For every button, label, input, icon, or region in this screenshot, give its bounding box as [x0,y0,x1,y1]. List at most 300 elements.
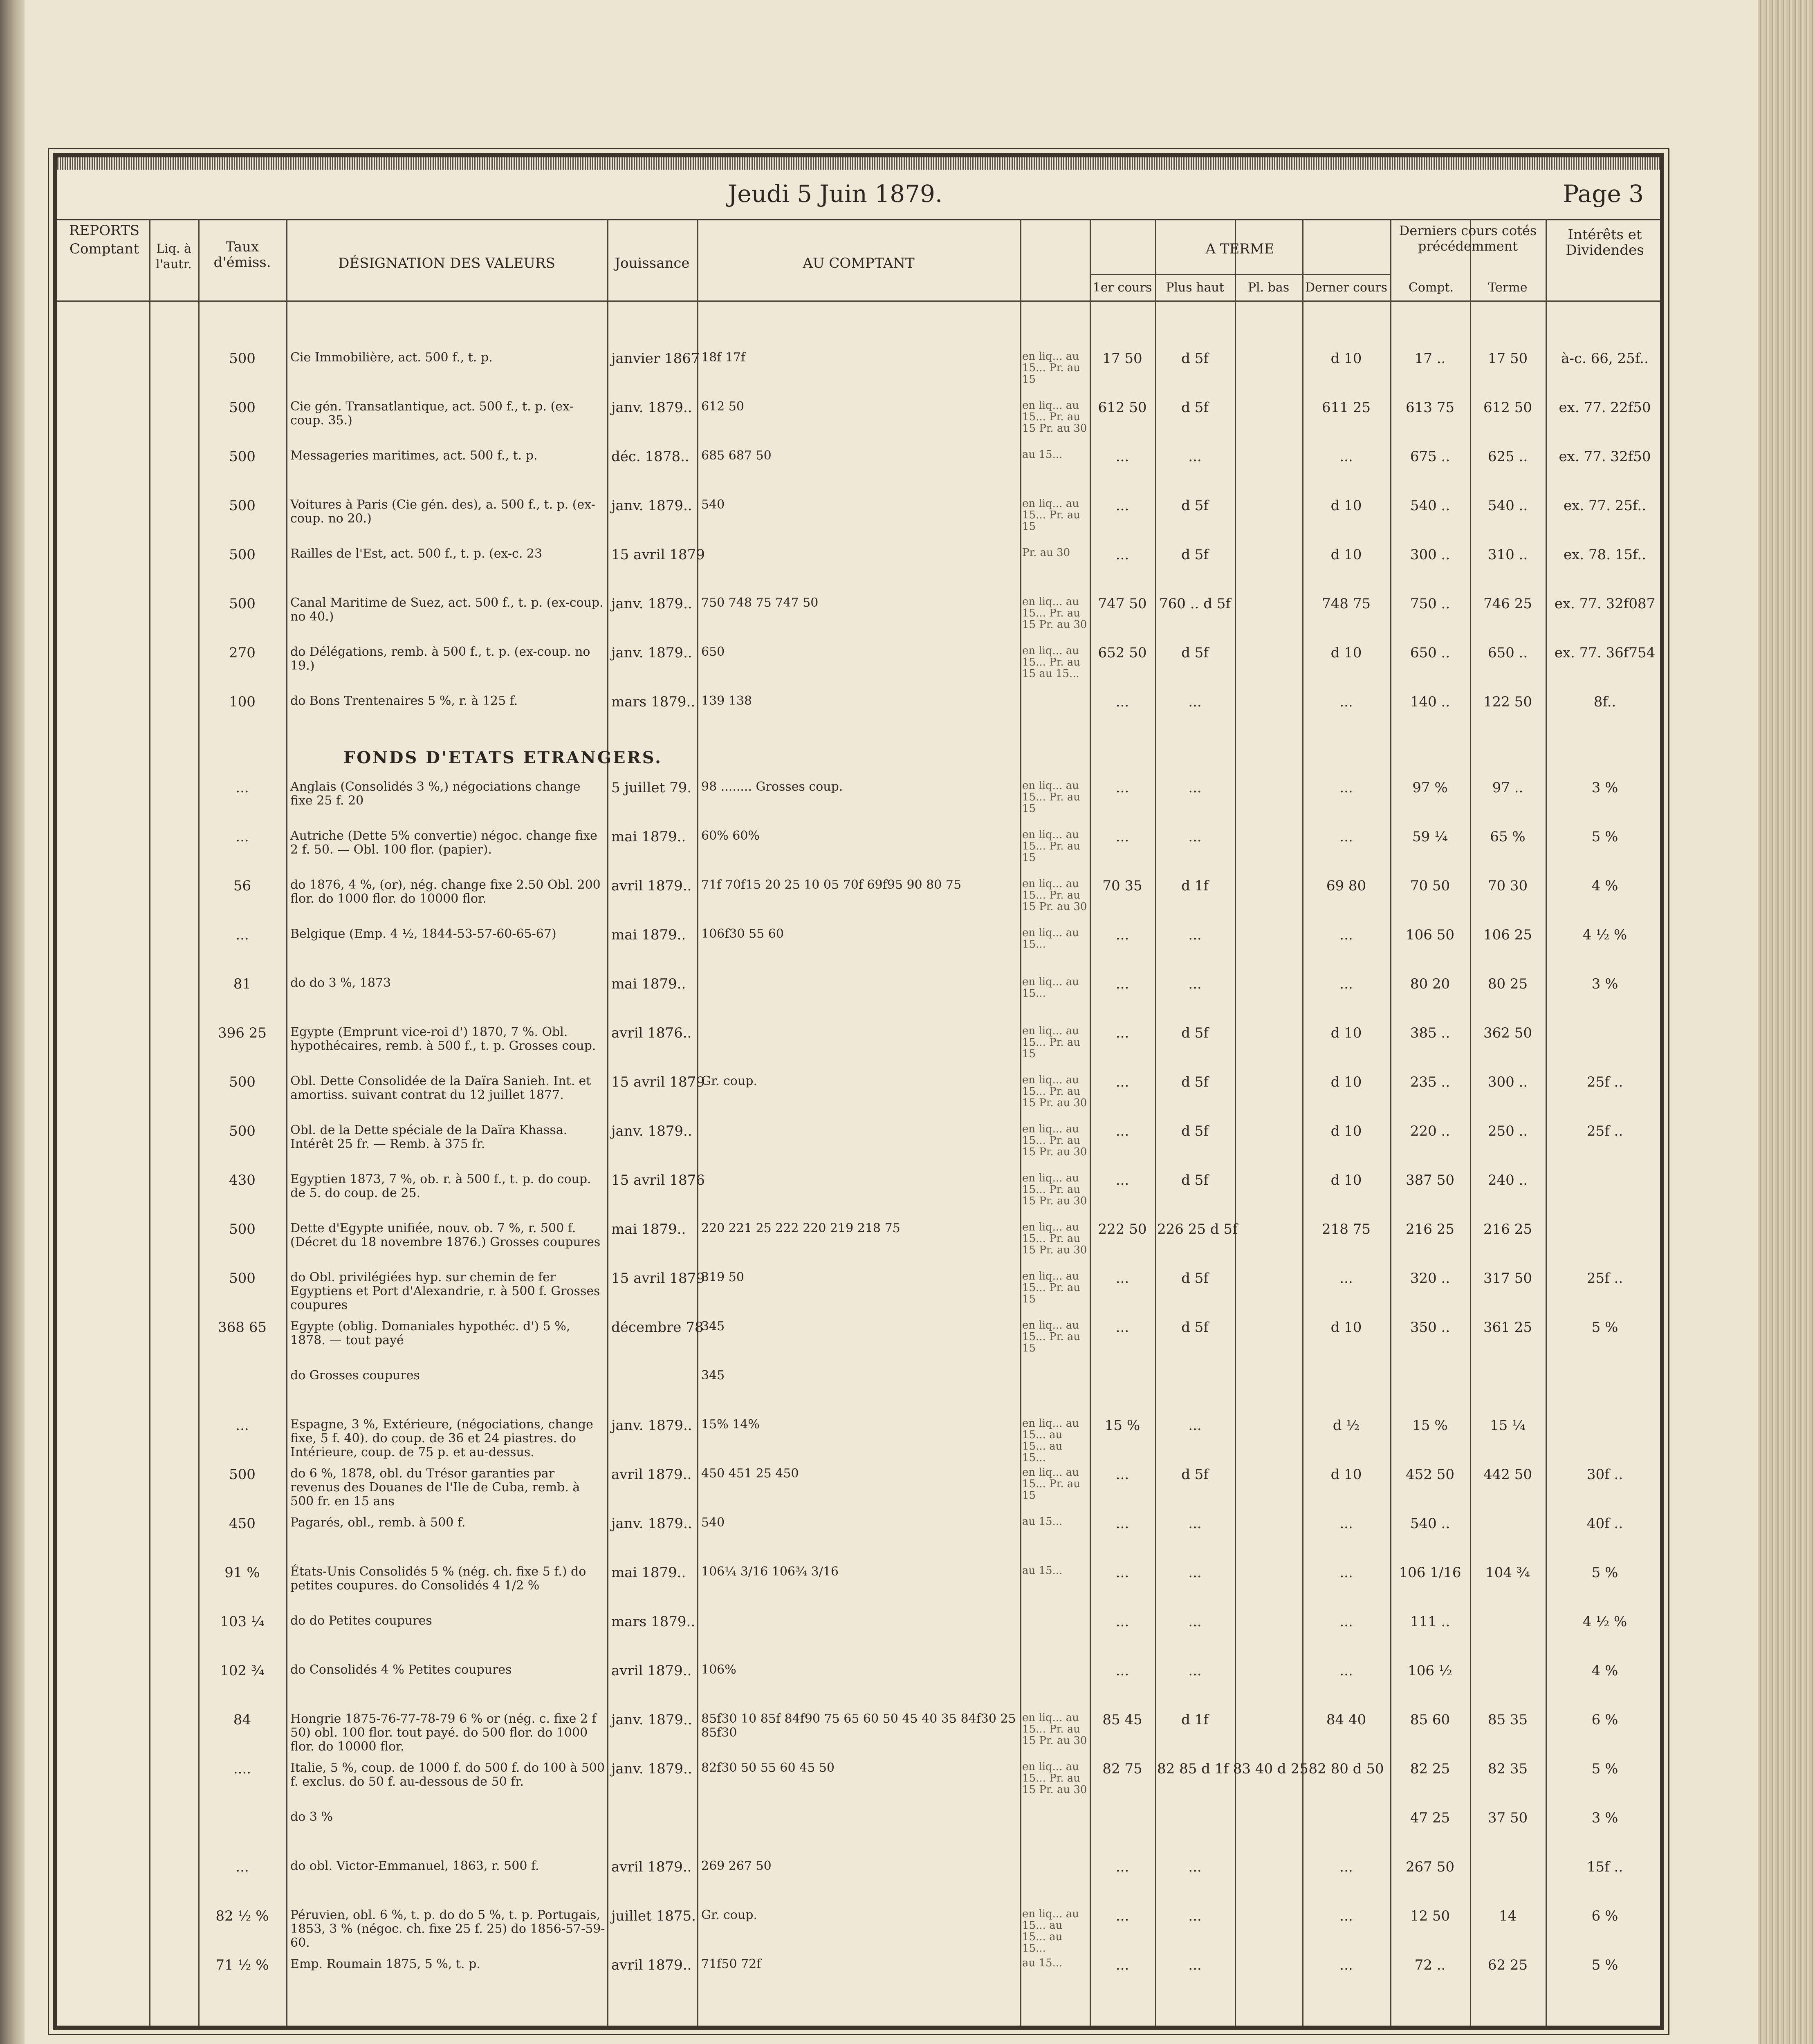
cell-premier: ... [1115,1515,1129,1532]
cell-taux: 430 [229,1172,256,1188]
cell-interets: 5 % [1591,1564,1618,1581]
cell-terme: en liq... au 15... Pr. au 15 Pr. au 30 [1022,596,1087,631]
cell-plus-haut: d 5f [1181,1025,1209,1041]
cell-prec-compt: 59 ¼ [1412,829,1448,845]
cell-terme: au 15... [1022,448,1063,461]
cell-taux: 500 [229,399,256,416]
cell-comptant: 15% 14% [701,1417,760,1432]
table-row [57,1316,1660,1365]
table-row [57,1660,1660,1709]
cell-comptant: 319 50 [701,1270,744,1284]
cell-designation: do do Petites coupures [290,1614,432,1628]
table-row [57,1709,1660,1758]
header-designation: DÉSIGNATION DES VALEURS [338,255,555,271]
table-row [57,1905,1660,1954]
cell-plus-haut: ... [1188,1957,1202,1973]
cell-jouissance: déc. 1878.. [611,448,689,465]
table-row [57,1414,1660,1464]
cell-interets: ex. 77. 32f50 [1559,448,1651,465]
cell-prec-terme: 106 25 [1483,927,1532,943]
cell-interets: 3 % [1591,1810,1618,1826]
cell-premier: ... [1115,1908,1129,1924]
cell-prec-compt: 106 1/16 [1399,1564,1461,1581]
cell-dernier: ... [1339,1614,1353,1630]
cell-interets: 15f .. [1586,1859,1623,1875]
cell-dernier: ... [1339,1564,1353,1581]
cell-prec-terme: 250 .. [1487,1123,1528,1139]
cell-jouissance: janvier 1867 [611,350,700,367]
cell-interets: 4 % [1591,878,1618,894]
cell-premier: ... [1115,1270,1129,1286]
cell-premier: 70 35 [1102,878,1142,894]
cell-designation: do Grosses coupures [290,1368,420,1383]
cell-jouissance: 15 avril 1876 [611,1172,705,1188]
cell-premier: ... [1115,694,1129,710]
cell-comptant: 106f30 55 60 [701,927,784,941]
cell-taux: 81 [233,976,251,992]
cell-premier: ... [1115,1123,1129,1139]
cell-interets: 3 % [1591,976,1618,992]
cell-designation: Belgique (Emp. 4 ½, 1844-53-57-60-65-67) [290,927,556,941]
cell-prec-terme: 240 .. [1487,1172,1528,1188]
cell-dernier: d 10 [1330,645,1362,661]
header-au-comptant: AU COMPTANT [803,255,915,271]
table-row [57,1169,1660,1218]
cell-terme: en liq... au 15... Pr. au 15 [1022,829,1080,864]
cell-designation: do 6 %, 1878, obl. du Trésor garanties par revenus des Douanes de l'Ile de Cuba, remb. à 500 fr. en 15 ans [290,1466,580,1508]
header-liq: Liq. à l'autr. [156,242,192,271]
a-terme-subrule [1090,274,1390,275]
cell-plus-haut: ... [1188,927,1202,943]
cell-plus-haut: ... [1188,1859,1202,1875]
cell-prec-terme: 300 .. [1487,1074,1528,1090]
cell-premier: 222 50 [1098,1221,1147,1237]
header-compt: Compt. [1408,280,1454,295]
page-number: Page 3 [1563,180,1644,208]
cell-interets: 25f .. [1586,1074,1623,1090]
cell-plus-haut: ... [1188,1614,1202,1630]
cell-dernier: ... [1339,1515,1353,1532]
cell-dernier: d 10 [1330,547,1362,563]
cell-dernier: ... [1339,976,1353,992]
cell-taux: 500 [229,448,256,465]
header-rule [57,219,1660,220]
cell-dernier: 748 75 [1322,596,1371,612]
header-dernier-cours: Derner cours [1305,280,1388,295]
cell-prec-compt: 387 50 [1406,1172,1454,1188]
cell-jouissance: avril 1879.. [611,1957,692,1973]
cell-premier: 17 50 [1102,350,1142,367]
cell-terme [1022,1663,1088,1708]
cell-premier: ... [1115,498,1129,514]
cell-prec-terme: 362 50 [1483,1025,1532,1041]
cell-interets: ex. 77. 32f087 [1554,596,1656,612]
cell-plus-haut: d 5f [1181,547,1209,563]
table-row [57,973,1660,1022]
cell-interets: 5 % [1591,1957,1618,1973]
cell-terme: au 15... [1022,1515,1063,1528]
table-row [57,1513,1660,1562]
cell-dernier: d 10 [1330,350,1362,367]
cell-prec-terme: 612 50 [1483,399,1532,416]
cell-jouissance: mars 1879.. [611,1614,695,1630]
cell-terme: en liq... au 15... Pr. au 15 [1022,1466,1080,1502]
cell-jouissance: 15 avril 1879 [611,1270,705,1286]
table-row [57,1954,1660,2003]
cell-comptant [701,1810,1018,1855]
cell-comptant [701,1614,1018,1659]
cell-plus-haut: d 5f [1181,350,1209,367]
cell-taux: 82 ½ % [215,1908,269,1924]
cell-designation: do Obl. privilégiées hyp. sur chemin de fer Egyptiens et Port d'Alexandrie, r. à 500 f. Grosses coupures [290,1270,600,1312]
cell-premier: ... [1115,1663,1129,1679]
cell-prec-compt: 72 .. [1414,1957,1446,1973]
cell-designation: Anglais (Consolidés 3 %,) négociations change fixe 25 f. 20 [290,780,581,808]
cell-comptant: 345 [701,1319,725,1334]
cell-plus-haut: d 5f [1181,645,1209,661]
newspaper-page [25,0,1758,2044]
cell-prec-terme: 15 ¼ [1490,1417,1526,1434]
cell-prec-compt: 17 .. [1414,350,1446,367]
cell-prec-compt: 106 ½ [1408,1663,1452,1679]
header-bottom-rule [57,300,1660,302]
cell-taux: 56 [233,878,251,894]
cell-interets: 4 % [1591,1663,1618,1679]
cell-designation: Cie gén. Transatlantique, act. 500 f., t. p. (ex-coup. 35.) [290,399,574,428]
cell-jouissance: avril 1879.. [611,1663,692,1679]
cell-designation: do Délégations, remb. à 500 f., t. p. (ex-coup. no 19.) [290,645,590,673]
cell-terme: en liq... au 15... Pr. au 15 [1022,1319,1080,1354]
cell-dernier: ... [1339,829,1353,845]
cell-comptant: 71f 70f15 20 25 10 05 70f 69f95 90 80 75 [701,878,962,892]
page-date: Jeudi 5 Juin 1879. [728,180,943,208]
cell-designation: do do 3 %, 1873 [290,976,391,990]
cell-plus-haut: d 5f [1181,1466,1209,1483]
table-row [57,1071,1660,1120]
cell-jouissance: 15 avril 1879 [611,547,705,563]
cell-terme: au 15... [1022,1957,1063,1969]
cell-premier: ... [1115,780,1129,796]
cell-plus-haut: ... [1188,1417,1202,1434]
cell-premier: ... [1115,1025,1129,1041]
cell-prec-terme: 70 30 [1487,878,1528,894]
cell-premier: 82 75 [1102,1761,1142,1777]
cell-comptant [701,547,1018,592]
cell-jouissance: janv. 1879.. [611,1712,692,1728]
cell-prec-terme: 122 50 [1483,694,1532,710]
cell-premier: ... [1115,1614,1129,1630]
cell-jouissance: avril 1879.. [611,878,692,894]
cell-terme: en liq... au 15... Pr. au 15 Pr. au 30 [1022,1712,1087,1747]
header-premier-cours: 1er cours [1093,280,1152,295]
cell-dernier: 82 80 d 50 [1308,1761,1384,1777]
cell-dernier: 84 40 [1326,1712,1366,1728]
cell-prec-compt: 85 60 [1410,1712,1450,1728]
cell-designation: do 1876, 4 %, (or), nég. change fixe 2.50 Obl. 200 flor. do 1000 flor. do 10000 flor. [290,878,601,906]
cell-comptant: 269 267 50 [701,1859,772,1873]
cell-interets: 30f .. [1586,1466,1623,1483]
table-row [57,875,1660,924]
cell-plus-haut: ... [1188,448,1202,465]
cell-jouissance: janv. 1879.. [611,596,692,612]
cell-terme: Pr. au 30 [1022,547,1070,559]
cell-designation: Egypte (oblig. Domaniales hypothéc. d') 5 %, 1878. — tout payé [290,1319,570,1347]
cell-dernier: 611 25 [1322,399,1371,416]
cell-jouissance: mai 1879.. [611,927,686,943]
section-title: FONDS D'ETATS ETRANGERS. [343,748,663,767]
cell-dernier: ... [1339,780,1353,796]
cell-interets: 4 ½ % [1582,1614,1627,1630]
cell-dernier: 218 75 [1322,1221,1371,1237]
cell-designation: do obl. Victor-Emmanuel, 1863, r. 500 f. [290,1859,539,1873]
header-terme: Terme [1488,280,1528,295]
cell-prec-terme: 540 .. [1487,498,1528,514]
cell-jouissance: mai 1879.. [611,976,686,992]
cell-dernier: ... [1339,927,1353,943]
cell-prec-compt: 320 .. [1410,1270,1450,1286]
table-row [57,347,1660,397]
cell-jouissance: avril 1879.. [611,1466,692,1483]
cell-designation: Espagne, 3 %, Extérieure, (négociations, change fixe, 5 f. 40). do coup. de 36 et 24 piastres. do Intérieure, coup. de 75 p. et au-dessus. [290,1417,593,1459]
cell-taux: 102 ¾ [220,1663,265,1679]
cell-prec-compt: 540 .. [1410,498,1450,514]
cell-premier: ... [1115,1172,1129,1188]
header-jouissance: Jouissance [615,255,690,271]
table-row [57,1365,1660,1414]
cell-prec-compt: 385 .. [1410,1025,1450,1041]
cell-jouissance: avril 1879.. [611,1859,692,1875]
cell-terme: en liq... au 15... [1022,927,1079,950]
cell-prec-compt: 80 20 [1410,976,1450,992]
cell-premier: ... [1115,1466,1129,1483]
table-row [57,1807,1660,1856]
header-reports: REPORTS [69,222,140,239]
cell-prec-terme: 65 % [1490,829,1526,845]
cell-comptant: 540 [701,1515,725,1530]
table-row [57,924,1660,973]
cell-plus-haut: d 5f [1181,1074,1209,1090]
cell-designation: Obl. de la Dette spéciale de la Daïra Khassa. Intérêt 25 fr. — Remb. à 375 fr. [290,1123,568,1151]
cell-designation: Péruvien, obl. 6 %, t. p. do do 5 %, t. p. Portugais, 1853, 3 % (négoc. ch. fixe 25 f. 25) do 1856-57-59-60. [290,1908,605,1950]
table-frame [53,153,1664,2030]
cell-jouissance: janv. 1879.. [611,1515,692,1532]
cell-premier: ... [1115,1319,1129,1336]
cell-plus-haut: d 5f [1181,1172,1209,1188]
cell-taux: 500 [229,1221,256,1237]
cell-prec-terme: 310 .. [1487,547,1528,563]
cell-taux: 84 [233,1712,251,1728]
cell-taux: ... [236,829,249,845]
cell-taux: 100 [229,694,256,710]
cell-terme: en liq... au 15... Pr. au 15 [1022,350,1080,385]
cell-dernier: ... [1339,1957,1353,1973]
cell-premier: ... [1115,976,1129,992]
table-row [57,446,1660,495]
cell-interets: ex. 78. 15f.. [1563,547,1647,563]
cell-prec-terme: 14 [1499,1908,1517,1924]
cell-dernier: d 10 [1330,498,1362,514]
cell-prec-terme: 625 .. [1487,448,1528,465]
cell-taux: ... [236,927,249,943]
cell-comptant: 220 221 25 222 220 219 218 75 [701,1221,900,1235]
table-row [57,691,1660,740]
cell-plus-haut: ... [1188,1515,1202,1532]
cell-comptant: 650 [701,645,725,659]
cell-dernier: d ½ [1333,1417,1360,1434]
cell-interets: ex. 77. 25f.. [1563,498,1647,514]
cell-interets: 6 % [1591,1908,1618,1924]
cell-prec-terme: 746 25 [1483,596,1532,612]
cell-comptant: 98 ........ Grosses coup. [701,780,843,794]
cell-prec-terme: 104 ¾ [1485,1564,1530,1581]
cell-terme: en liq... au 15... Pr. au 15 [1022,780,1080,815]
cell-terme: en liq... au 15... [1022,976,1079,1000]
cell-taux: ... [236,1417,249,1434]
cell-comptant: 18f 17f [701,350,746,365]
cell-dernier: d 10 [1330,1074,1362,1090]
cell-prec-compt: 97 % [1412,780,1448,796]
cell-taux: 103 ¼ [220,1614,265,1630]
cell-jouissance: janv. 1879.. [611,498,692,514]
cell-premier: 747 50 [1098,596,1147,612]
cell-prec-compt: 12 50 [1410,1908,1450,1924]
cell-taux: 500 [229,1123,256,1139]
cell-prec-terme: 85 35 [1487,1712,1528,1728]
cell-designation: do Consolidés 4 % Petites coupures [290,1663,512,1677]
cell-taux: 71 ½ % [215,1957,269,1973]
cell-jouissance: décembre 78 [611,1319,704,1336]
cell-taux: 500 [229,1074,256,1090]
cell-terme: en liq... au 15... Pr. au 15 Pr. au 30 [1022,1761,1087,1796]
table-row [57,1464,1660,1513]
book-page-edges [1758,0,1815,2044]
cell-prec-compt: 216 25 [1406,1221,1454,1237]
table-row [57,544,1660,593]
cell-comptant: 139 138 [701,694,752,708]
header-a-terme: A TERME [1205,241,1274,257]
cell-interets: ex. 77. 36f754 [1554,645,1656,661]
cell-taux: 396 25 [218,1025,267,1041]
table-row [57,397,1660,446]
cell-comptant: 540 [701,498,725,512]
cell-prec-compt: 70 50 [1410,878,1450,894]
cell-comptant: 60% 60% [701,829,760,843]
cell-jouissance: mai 1879.. [611,829,686,845]
cell-premier: 652 50 [1098,645,1147,661]
cell-prec-terme: 37 50 [1487,1810,1528,1826]
cell-premier: ... [1115,1074,1129,1090]
table-row [57,642,1660,691]
cell-designation: do 3 % [290,1810,333,1824]
cell-prec-compt: 267 50 [1406,1859,1454,1875]
cell-designation: Cie Immobilière, act. 500 f., t. p. [290,350,493,365]
cell-prec-terme: 317 50 [1483,1270,1532,1286]
cell-prec-compt: 650 .. [1410,645,1450,661]
cell-interets: 5 % [1591,829,1618,845]
table-row [57,495,1660,544]
cell-terme: en liq... au 15... Pr. au 15 Pr. au 30 [1022,1221,1087,1256]
cell-premier: ... [1115,1859,1129,1875]
cell-dernier: d 10 [1330,1123,1362,1139]
cell-premier: ... [1115,927,1129,943]
table-row [57,1758,1660,1807]
cell-taux: 270 [229,645,256,661]
cell-prec-compt: 220 .. [1410,1123,1450,1139]
cell-prec-compt: 47 25 [1410,1810,1450,1826]
cell-jouissance: mai 1879.. [611,1221,686,1237]
cell-jouissance: 5 juillet 79. [611,780,692,796]
cell-prec-compt: 106 50 [1406,927,1454,943]
cell-interets: 5 % [1591,1761,1618,1777]
cell-plus-haut: 226 25 d 5f [1157,1221,1238,1237]
cell-prec-compt: 750 .. [1410,596,1450,612]
cell-plus-haut: d 1f [1181,878,1209,894]
cell-interets: 3 % [1591,780,1618,796]
cell-designation: Railles de l'Est, act. 500 f., t. p. (ex-c. 23 [290,547,543,561]
cell-interets: 25f .. [1586,1123,1623,1139]
cell-dernier: ... [1339,1859,1353,1875]
cell-comptant [701,1123,1018,1168]
cell-plus-haut: d 5f [1181,1270,1209,1286]
cell-taux: .... [233,1761,251,1777]
cell-taux: 500 [229,498,256,514]
cell-jouissance: janv. 1879.. [611,1417,692,1434]
cell-plus-haut: ... [1188,1663,1202,1679]
cell-dernier: d 10 [1330,1025,1362,1041]
cell-plus-haut: 760 .. d 5f [1159,596,1231,612]
header-derniers-cours: Derniers cours cotés précédemment [1399,223,1537,254]
cell-comptant [701,1025,1018,1070]
cell-comptant: 71f50 72f [701,1957,761,1971]
cell-designation: Pagarés, obl., remb. à 500 f. [290,1515,466,1530]
cell-terme [1022,1614,1088,1659]
table-row [57,1022,1660,1071]
cell-interets: 40f .. [1586,1515,1623,1532]
cell-terme: en liq... au 15... Pr. au 15 Pr. au 30 [1022,1123,1087,1158]
cell-prec-compt: 82 25 [1410,1761,1450,1777]
cell-plus-haut: d 1f [1181,1712,1209,1728]
cell-plus-haut: ... [1188,1564,1202,1581]
cell-interets: ex. 77. 22f50 [1559,399,1651,416]
cell-designation: Italie, 5 %, coup. de 1000 f. do 500 f. do 100 à 500 f. exclus. do 50 f. au-dessous de 50 fr. [290,1761,605,1789]
table-row [57,1562,1660,1611]
table-row [57,826,1660,875]
cell-plus-haut: d 5f [1181,399,1209,416]
cell-jouissance: mai 1879.. [611,1564,686,1581]
cell-comptant: 85f30 10 85f 84f90 75 65 60 50 45 40 35 84f30 25 85f30 [701,1712,1016,1740]
cell-terme: en liq... au 15... Pr. au 15 Pr. au 30 [1022,399,1087,435]
cell-designation: Hongrie 1875-76-77-78-79 6 % or (nég. c. fixe 2 f 50) obl. 100 flor. tout payé. do 500 flor. do 1000 flor. do 10000 flor. [290,1712,597,1754]
cell-designation: Dette d'Egypte unifiée, nouv. ob. 7 %, r. 500 f. (Décret du 18 novembre 1876.) Grosses coupures [290,1221,601,1249]
header-pl-bas: Pl. bas [1247,280,1290,295]
cell-jouissance: avril 1876.. [611,1025,692,1041]
cell-terme: en liq... au 15... Pr. au 15 Pr. au 30 [1022,878,1087,913]
cell-designation: Emp. Roumain 1875, 5 %, t. p. [290,1957,480,1971]
cell-jouissance: juillet 1875. [611,1908,696,1924]
cell-terme: en liq... au 15... Pr. au 15 [1022,1270,1080,1305]
cell-terme: en liq... au 15... Pr. au 15 au 15... [1022,645,1080,680]
table-row [57,1856,1660,1905]
cell-prec-terme: 17 50 [1487,350,1528,367]
cell-terme: en liq... au 15... au 15... au 15... [1022,1417,1079,1464]
cell-interets: 4 ½ % [1582,927,1627,943]
cell-dernier: ... [1339,1663,1353,1679]
cell-comptant: 106¼ 3/16 106¾ 3/16 [701,1564,839,1579]
cell-comptant: 450 451 25 450 [701,1466,799,1481]
cell-jouissance: janv. 1879.. [611,645,692,661]
cell-plus-haut: ... [1188,694,1202,710]
cell-prec-compt: 15 % [1412,1417,1448,1434]
